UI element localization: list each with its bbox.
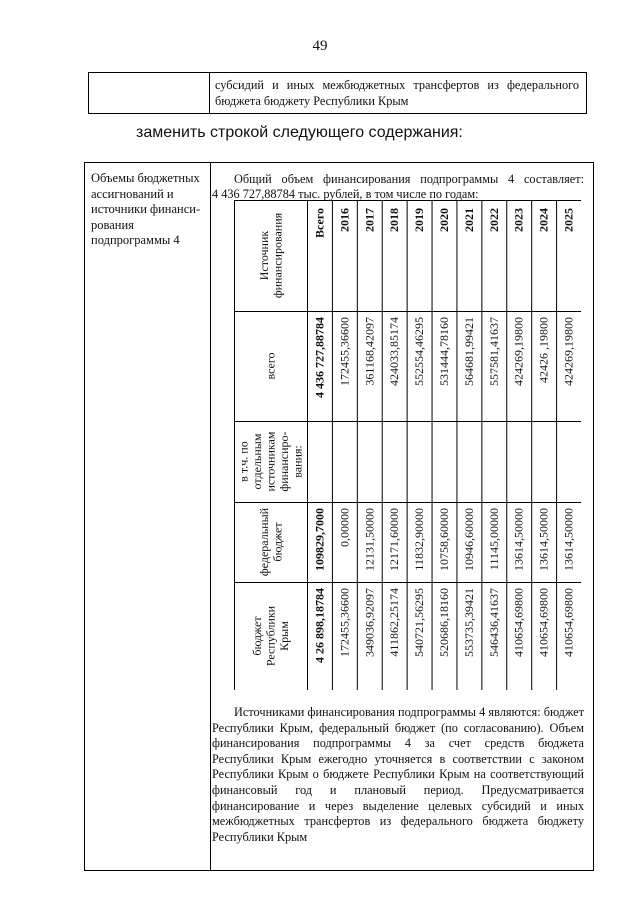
header-label: Республики xyxy=(263,605,278,667)
table-cell: 410654,69800 xyxy=(536,588,551,657)
table-cell: 553735,39421 xyxy=(461,588,476,657)
table-cell: 172455,36600 xyxy=(337,588,352,657)
header-label: финансирования xyxy=(270,212,285,299)
table-cell: 11145,00000 xyxy=(486,508,501,571)
table-cell: 2022 xyxy=(486,208,501,232)
intro-line: 4 436 727,88784 тыс. рублей, в том числе по годам: xyxy=(212,187,479,201)
header-label: всего xyxy=(263,352,278,380)
label-line: рования xyxy=(91,217,134,232)
header-label: в т.ч. по xyxy=(236,441,251,482)
table-divider xyxy=(210,163,211,870)
table-cell: 11832,90000 xyxy=(412,508,427,571)
table-cell: 520686,18160 xyxy=(437,588,451,657)
table-cell: 109829,7000 xyxy=(312,508,327,571)
header-label: финансиро- xyxy=(277,431,291,492)
passport-row-label xyxy=(91,171,209,249)
label-line: подпрограммы 4 xyxy=(91,233,180,247)
table-cell: 564681,99421 xyxy=(461,317,476,386)
table-cell: 10758,60000 xyxy=(437,508,451,571)
table-cell: 2016 xyxy=(337,208,352,232)
funding-table xyxy=(234,200,581,690)
table-cell: 13614,50000 xyxy=(511,508,526,571)
table-cell: 410654,69800 xyxy=(511,588,526,657)
header-label: Источник xyxy=(256,230,271,281)
header-label: вания: xyxy=(290,445,305,478)
label-line: источники финанси- xyxy=(91,202,201,216)
label-line: ассигнований и xyxy=(91,186,174,201)
table-cell: 13614,50000 xyxy=(561,508,576,571)
previous-row-text: субсидий и иных межбюджетных трансфертов из федерального бюджета бюджету Республики Крым xyxy=(215,78,579,108)
table-cell: 10946,60000 xyxy=(461,508,476,571)
intro-line: Общий объем финансирования подпрограммы 4 составляет: xyxy=(234,172,584,186)
funding-sources-text xyxy=(212,705,584,845)
header-label: источникам xyxy=(263,431,278,492)
table-cell: 2025 xyxy=(561,208,576,232)
table-cell: 2021 xyxy=(461,208,476,232)
table-cell: 424269,19800 xyxy=(511,317,526,386)
previous-table-row xyxy=(88,72,587,114)
table-cell: 4 26 898,18784 xyxy=(312,588,327,663)
table-cell: 2019 xyxy=(412,208,427,232)
table-cell: 424269,19800 xyxy=(561,317,576,386)
header-label: отдельным xyxy=(250,433,264,490)
footer-text: Источниками финансирования подпрограммы 4 являются: бюджет Республики Крым, федеральный бюджет (по согласованию). Объем финансирования подпрограммы 4 за счет средств бюджета Республики Крым ежегодно уточняется в соответствии с законом Республики Крым о бюджете Республики Крым на соответствующий финансовый год и плановый период. Предусматривается финансирование и через выделение целевых субсидий и иных межбюджетных трансфертов из федерального бюджета бюджету Республики Крым xyxy=(212,705,584,844)
replace-instruction: заменить строкой следующего содержания: xyxy=(136,124,463,141)
table-cell: 546436,41637 xyxy=(486,588,501,657)
table-cell: 2024 xyxy=(536,208,551,232)
table-cell: 531444,78160 xyxy=(437,317,451,386)
header-label: Крым xyxy=(277,621,291,651)
table-cell: 2020 xyxy=(437,208,451,232)
header-label: федеральный xyxy=(256,507,271,577)
header-label: бюджет xyxy=(270,522,285,562)
table-cell: 361168,42097 xyxy=(362,317,377,386)
table-cell: 349036,92097 xyxy=(362,588,377,657)
table-divider xyxy=(209,73,210,113)
page-number: 49 xyxy=(312,38,328,54)
table-cell: 42426 ,19800 xyxy=(536,317,551,383)
table-cell: 12171,60000 xyxy=(387,508,402,571)
table-cell: 2023 xyxy=(511,208,526,232)
table-cell: 12131,50000 xyxy=(362,508,377,571)
table-cell: 2017 xyxy=(362,208,377,232)
table-cell: 540721,56295 xyxy=(412,588,427,657)
table-cell: 557581,41637 xyxy=(486,317,501,386)
table-cell: 4 436 727,88784 xyxy=(312,317,327,398)
table-cell: 411862,25174 xyxy=(387,588,402,657)
table-cell: Всего xyxy=(312,208,327,238)
table-cell: 424033,85174 xyxy=(387,317,402,386)
header-label: бюджет xyxy=(250,616,264,656)
table-cell: 172455,36600 xyxy=(337,317,352,386)
label-line: Объемы бюджетных xyxy=(91,171,200,185)
funding-intro xyxy=(212,172,584,202)
table-cell: 2018 xyxy=(387,208,402,232)
table-cell: 410654,69800 xyxy=(561,588,576,657)
table-cell: 552554,46295 xyxy=(412,317,427,386)
table-cell: 13614,50000 xyxy=(536,508,551,571)
table-cell: 0,00000 xyxy=(337,508,352,547)
